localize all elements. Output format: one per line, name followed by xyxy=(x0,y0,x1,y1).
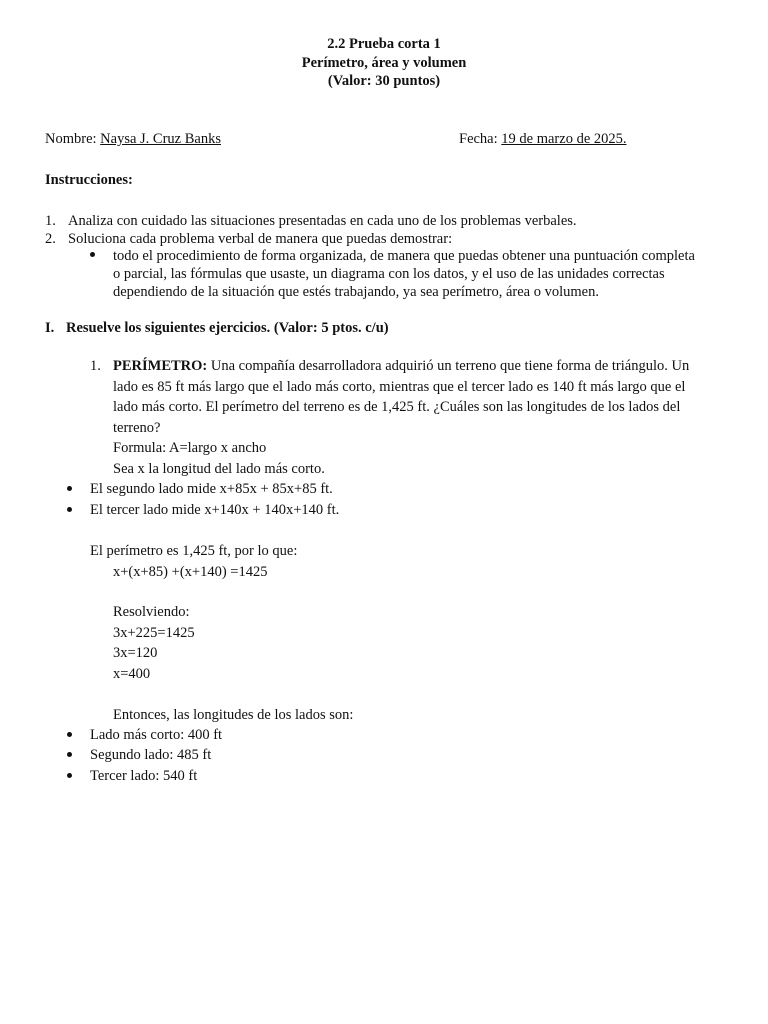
list-item: El tercer lado mide x+140x + 140x+140 ft. xyxy=(90,502,340,518)
let-x-line: Sea x la longitud del lado más corto. xyxy=(113,461,325,477)
section-number: I. xyxy=(45,320,55,336)
list-item: El segundo lado mide x+85x + 85x+85 ft. xyxy=(90,481,333,497)
equation-line: x+(x+85) +(x+140) =1425 xyxy=(113,564,268,580)
section-title: Resuelve los siguientes ejercicios. (Valor: 5 ptos. c/u) xyxy=(66,320,389,336)
solving-step: 3x+225=1425 xyxy=(113,625,195,641)
doc-title: 2.2 Prueba corta 1 xyxy=(327,36,441,52)
instruction-text: Analiza con cuidado las situaciones presentadas en cada uno de los problemas verbales. xyxy=(68,213,577,229)
problem-text: lado es 85 ft más largo que el lado más corto, mientras que el tercer lado es 140 ft más largo que el xyxy=(113,379,686,395)
solving-step: x=400 xyxy=(113,666,151,682)
name-label: Nombre: xyxy=(45,131,101,147)
bullet-icon xyxy=(67,752,72,757)
instruction-text: Soluciona cada problema verbal de manera que puedas demostrar: xyxy=(68,231,453,247)
doc-subtitle: Perímetro, área y volumen xyxy=(301,55,467,71)
problem-number: 1. xyxy=(90,358,101,374)
date-label: Fecha: xyxy=(459,131,502,147)
problem-label: PERÍMETRO: xyxy=(113,358,208,374)
date-value: 19 de marzo de 2025. xyxy=(501,131,627,147)
instruction-sub-line: o parcial, las fórmulas que usaste, un diagrama con los datos, y el uso de las unidades correctas xyxy=(113,266,665,282)
list-item: Tercer lado: 540 ft xyxy=(90,768,198,784)
bullet-icon xyxy=(67,486,72,491)
solving-label: Resolviendo: xyxy=(113,604,190,620)
name-line xyxy=(45,130,221,148)
bullet-icon xyxy=(67,732,72,737)
problem-text: Una compañía desarrolladora adquirió un terreno que tiene forma de triángulo. Un xyxy=(207,358,690,374)
instructions-title: Instrucciones: xyxy=(45,172,133,188)
bullet-icon xyxy=(90,252,95,257)
problem-line xyxy=(113,357,689,375)
solving-step: 3x=120 xyxy=(113,645,158,661)
list-item: Lado más corto: 400 ft xyxy=(90,727,223,743)
perimeter-line: El perímetro es 1,425 ft, por lo que: xyxy=(90,543,298,559)
instruction-sub-line: dependiendo de la situación que estés trabajando, ya sea perímetro, área o volumen. xyxy=(113,284,599,300)
formula-line: Formula: A=largo x ancho xyxy=(113,440,267,456)
instruction-sub-line: todo el procedimiento de forma organizada, de manera que puedas obtener una puntuación completa xyxy=(113,248,695,264)
problem-text: lado más corto. El perímetro del terreno es de 1,425 ft. ¿Cuáles son las longitudes de los lados del xyxy=(113,399,681,415)
name-value: Naysa J. Cruz Banks xyxy=(100,131,221,147)
doc-value: (Valor: 30 puntos) xyxy=(327,73,441,89)
bullet-icon xyxy=(67,507,72,512)
problem-text: terreno? xyxy=(113,420,161,436)
date-line xyxy=(459,130,627,148)
bullet-icon xyxy=(67,773,72,778)
list-item: Segundo lado: 485 ft xyxy=(90,747,212,763)
conclusion-line: Entonces, las longitudes de los lados son: xyxy=(113,707,354,723)
instruction-number: 2. xyxy=(45,231,56,247)
instruction-number: 1. xyxy=(45,213,56,229)
